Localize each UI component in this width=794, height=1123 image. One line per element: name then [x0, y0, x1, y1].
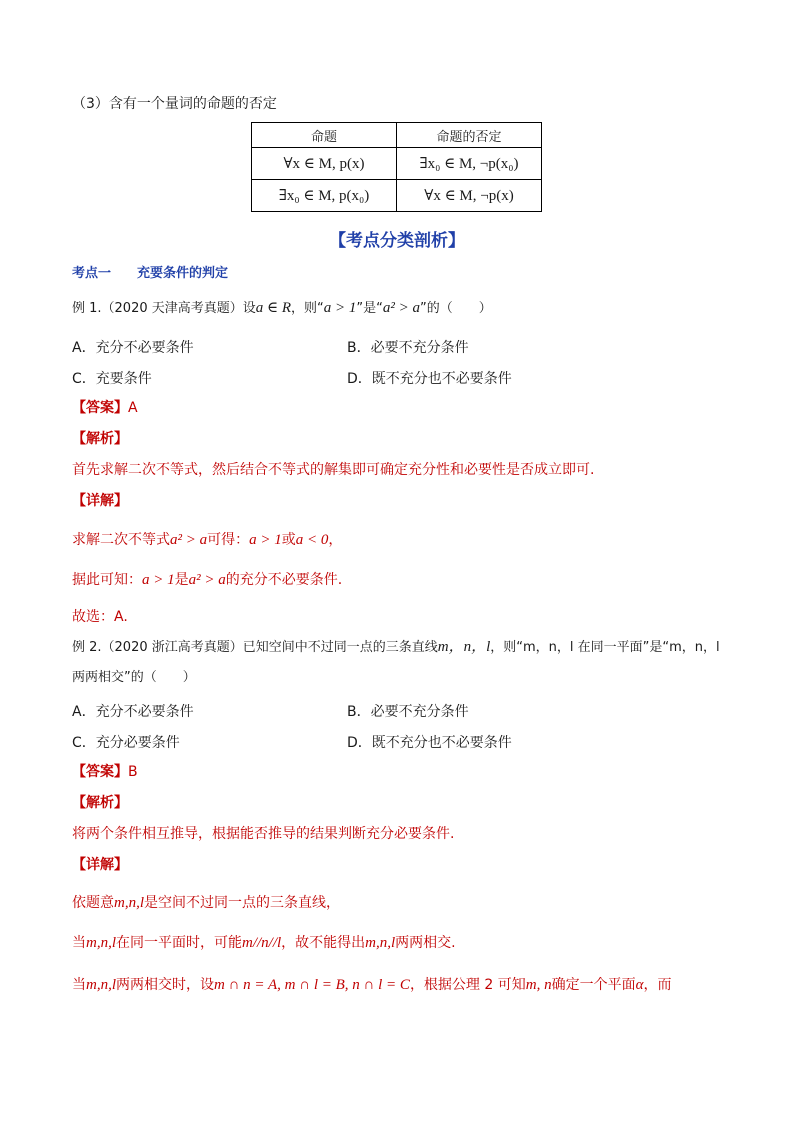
- detail-math: a² > a: [188, 572, 226, 588]
- table-header-cell: 命题的否定: [397, 123, 542, 148]
- table-row: [252, 180, 542, 212]
- quantifier-negation-table: [251, 122, 542, 212]
- stem-math: a ∈ R: [255, 300, 292, 316]
- detail-text: ，: [328, 532, 343, 548]
- stem-text: ”是“: [356, 301, 383, 316]
- section-heading: （3）含有一个量词的命题的否定: [72, 96, 277, 112]
- stem-text: ”的（ ）: [420, 301, 492, 316]
- answer-line: [72, 762, 138, 782]
- stem-text: 例 2.（2020 浙江高考真题）已知空间中不过同一点的三条直线: [72, 640, 438, 655]
- detail-text: 依题意: [72, 895, 114, 911]
- detail-text: 当: [72, 977, 86, 993]
- answer-value: B: [128, 764, 138, 780]
- main-title-wrap: [0, 226, 794, 251]
- detail-text: 当: [72, 935, 86, 951]
- option-a: A．充分不必要条件: [72, 704, 194, 720]
- detail-text: 据此可知：: [72, 572, 142, 588]
- table-cell: ∃x₀ ∈ M, ¬p(x₀): [397, 148, 542, 180]
- main-title: 【考点分类剖析】: [329, 231, 465, 251]
- detail-text: 两两相交时，设: [116, 977, 214, 993]
- detail-math: a > 1: [142, 572, 175, 588]
- stem-math: a² > a: [382, 300, 421, 316]
- stem-text: 例 1.（2020 天津高考真题）设: [72, 301, 256, 316]
- detail-math: m, n: [525, 977, 552, 993]
- detail-label: 【详解】: [72, 493, 128, 509]
- option-d: D．既不充分也不必要条件: [347, 735, 512, 751]
- answer-line: [72, 398, 138, 418]
- detail-text: ，而: [643, 977, 672, 993]
- example-2-stem: [72, 637, 720, 658]
- detail-line: [72, 933, 456, 953]
- detail-text: 的充分不必要条件.: [225, 572, 343, 588]
- detail-math: m//n//l: [242, 935, 282, 951]
- answer-value: A: [128, 400, 138, 416]
- table-cell: ∃x₀ ∈ M, p(x₀): [252, 180, 397, 212]
- detail-math: a < 0: [295, 532, 329, 548]
- detail-text: 求解二次不等式: [72, 532, 170, 548]
- table-header-row: [252, 123, 542, 148]
- detail-text: ，故不能得出: [281, 935, 366, 951]
- option-c: C．充分必要条件: [72, 735, 180, 751]
- analysis-label: 【解析】: [72, 795, 128, 811]
- detail-text: 是: [174, 572, 189, 588]
- option-b: B．必要不充分条件: [347, 704, 469, 720]
- detail-line: [72, 975, 671, 995]
- detail-math: m,n,l: [114, 895, 144, 911]
- option-b: B．必要不充分条件: [347, 340, 469, 356]
- detail-text: 在同一平面时，可能: [116, 935, 242, 951]
- detail-line: [72, 893, 340, 913]
- detail-label: 【详解】: [72, 857, 128, 873]
- option-c: C．充要条件: [72, 371, 152, 387]
- detail-text: 是空间不过同一点的三条直线，: [144, 895, 340, 911]
- analysis-text: 首先求解二次不等式，然后结合不等式的解集即可确定充分性和必要性是否成立即可.: [72, 462, 595, 478]
- option-a: A．充分不必要条件: [72, 340, 194, 356]
- stem-math: m，n，l: [437, 639, 491, 655]
- detail-math: a² > a: [170, 532, 208, 548]
- topic-heading: 考点一 充要条件的判定: [72, 266, 229, 281]
- answer-label: 【答案】: [72, 400, 128, 416]
- detail-math: m,n,l: [86, 935, 116, 951]
- stem-math: a > 1: [323, 300, 357, 316]
- detail-math: a > 1: [249, 532, 282, 548]
- detail-text: 可得：: [207, 532, 250, 548]
- detail-math: m,n,l: [365, 935, 396, 951]
- table-cell: ∀x ∈ M, ¬p(x): [397, 180, 542, 212]
- table-header-cell: 命题: [252, 123, 397, 148]
- choose-line: 故选：A.: [72, 609, 128, 625]
- stem-text: ，则“: [291, 301, 324, 316]
- analysis-label: 【解析】: [72, 431, 128, 447]
- detail-text: ，根据公理 2 可知: [409, 977, 526, 993]
- detail-text: 或: [281, 532, 296, 548]
- table-row: [252, 148, 542, 180]
- answer-label: 【答案】: [72, 764, 128, 780]
- analysis-text: 将两个条件相互推导，根据能否推导的结果判断充分必要条件.: [72, 826, 455, 842]
- table-cell: ∀x ∈ M, p(x): [252, 148, 397, 180]
- detail-text: 确定一个平面: [551, 977, 636, 993]
- example-1-stem: [72, 298, 492, 319]
- option-d: D．既不充分也不必要条件: [347, 371, 512, 387]
- detail-math: m,n,l: [86, 977, 116, 993]
- detail-math: α: [635, 977, 644, 993]
- detail-math: m ∩ n = A, m ∩ l = B, n ∩ l = C: [214, 977, 410, 993]
- detail-line: [72, 570, 342, 590]
- detail-line: [72, 530, 342, 550]
- example-2-stem-cont: 两两相交”的（ ）: [72, 670, 196, 685]
- stem-text: ，则“m，n，l 在同一平面”是“m，n，l: [490, 640, 720, 655]
- detail-text: 两两相交.: [395, 935, 456, 951]
